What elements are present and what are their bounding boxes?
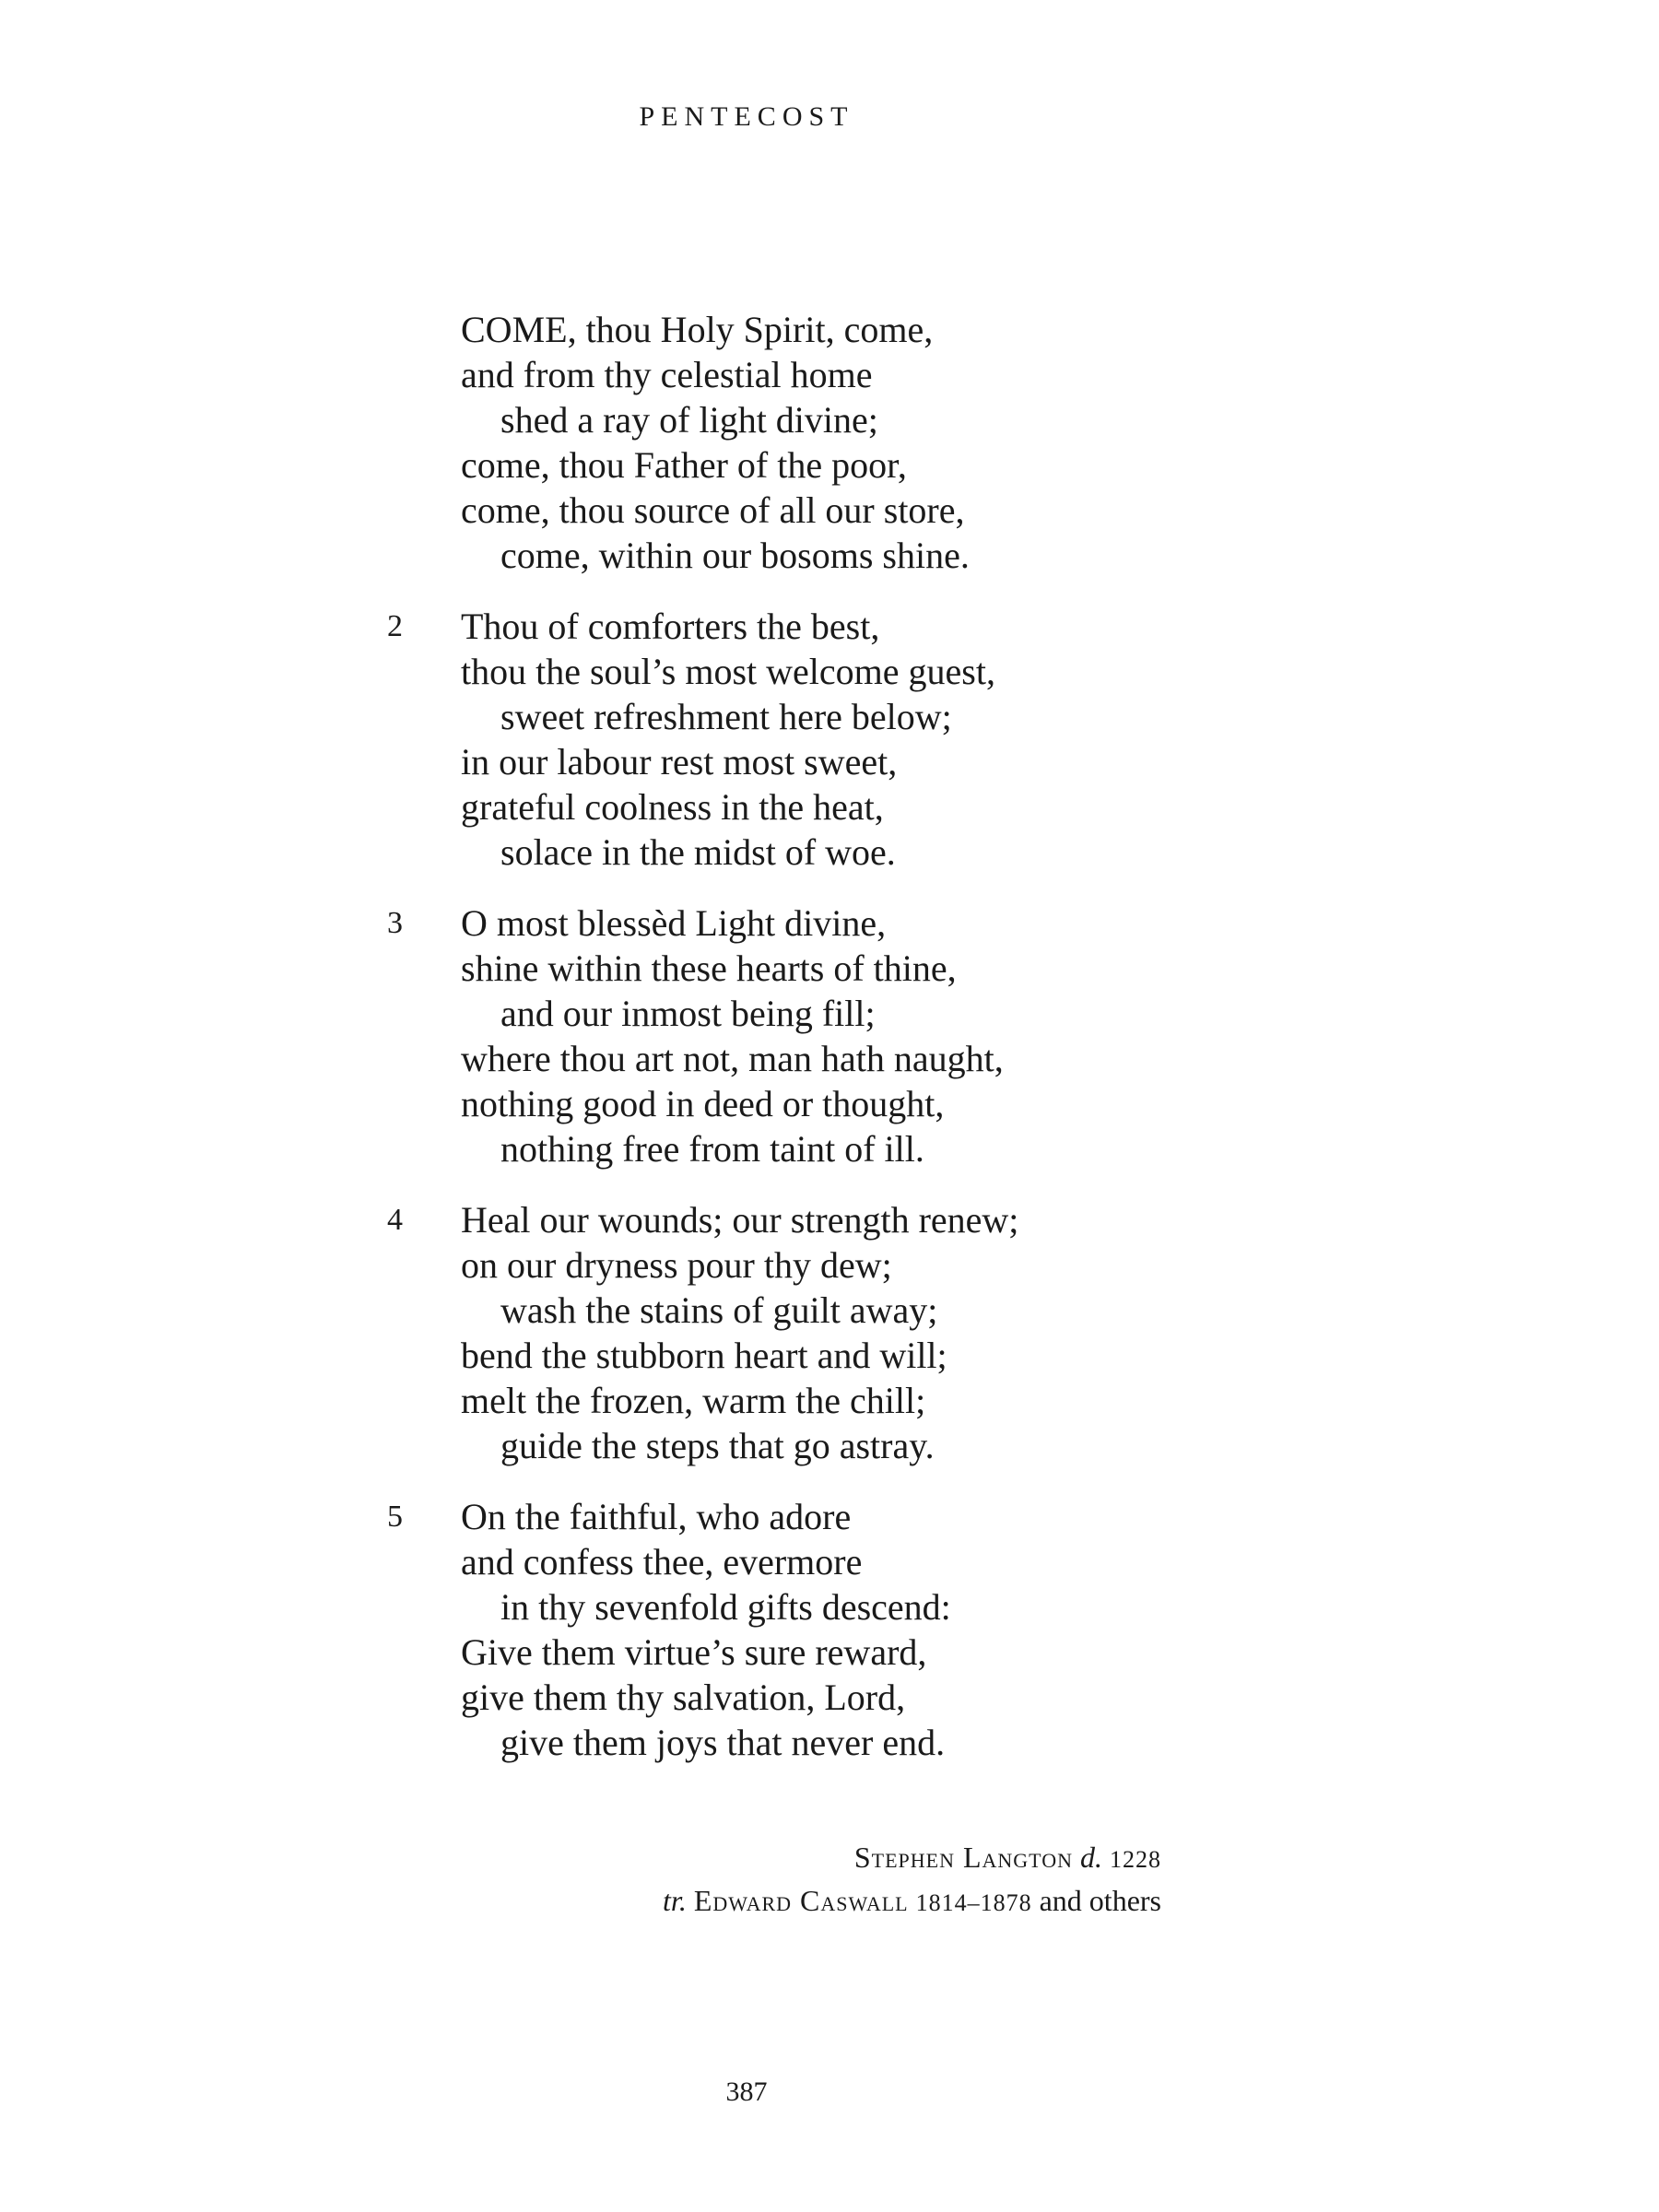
author-name: Stephen Langton (853, 1841, 1073, 1874)
verse-line: COME, thou Holy Spirit, come, (461, 309, 934, 350)
translator-credit (461, 1880, 1161, 1924)
verse-line: give them joys that never end. (500, 1722, 946, 1763)
verse-line: where thou art not, man hath naught, (461, 1038, 1004, 1079)
translator-years: 1814–1878 (915, 1889, 1032, 1916)
stanza-4 (387, 1197, 1309, 1468)
author-credit (461, 1837, 1161, 1880)
verse-line: give them thy salvation, Lord, (461, 1677, 906, 1718)
verse-line: sweet refreshment here below; (500, 696, 952, 737)
verse-line: shine within these hearts of thine, (461, 947, 957, 989)
verse-line: O most blessèd Light divine, (461, 902, 887, 944)
verse-line: and from thy celestial home (461, 354, 873, 395)
stanza-1 (387, 307, 1309, 578)
verse-line: nothing free from taint of ill. (500, 1128, 924, 1170)
hymn-text (387, 307, 1309, 1791)
stanza-3 (387, 900, 1309, 1171)
author-year: 1228 (1110, 1846, 1161, 1873)
author-died-prefix: d. (1080, 1841, 1102, 1874)
verse-line: Thou of comforters the best, (461, 606, 880, 647)
verse-line: and confess thee, evermore (461, 1541, 863, 1583)
hymn-attribution (461, 1837, 1161, 1924)
stanza-number: 5 (387, 1500, 403, 1534)
translator-suffix: and others (1039, 1884, 1161, 1917)
verse-line: On the faithful, who adore (461, 1496, 852, 1537)
verse-line: melt the frozen, warm the chill; (461, 1380, 926, 1421)
verse-line: come, thou source of all our store, (461, 489, 965, 531)
verse-line: Heal our wounds; our strength renew; (461, 1199, 1019, 1241)
verse-line: on our dryness pour thy dew; (461, 1244, 892, 1286)
translator-name: Edward Caswall (693, 1884, 909, 1917)
verse-line: in thy sevenfold gifts descend: (500, 1586, 951, 1628)
verse-line: grateful coolness in the heat, (461, 786, 884, 828)
stanza-number: 4 (387, 1203, 403, 1237)
verse-line: guide the steps that go astray. (500, 1425, 935, 1466)
verse-line: come, thou Father of the poor, (461, 444, 907, 486)
stanza-number: 3 (387, 906, 403, 940)
stanza-number: 2 (387, 609, 403, 643)
translator-prefix: tr. (663, 1884, 687, 1917)
stanza-2 (387, 604, 1309, 875)
verse-line: thou the soul’s most welcome guest, (461, 651, 995, 692)
verse-line: in our labour rest most sweet, (461, 741, 898, 782)
verse-line: solace in the midst of woe. (500, 831, 896, 873)
stanza-5 (387, 1494, 1309, 1765)
running-head: PENTECOST (639, 101, 854, 132)
verse-line: nothing good in deed or thought, (461, 1083, 945, 1124)
verse-line: wash the stains of guilt away; (500, 1289, 938, 1331)
verse-line: shed a ray of light divine; (500, 399, 878, 441)
verse-line: come, within our bosoms shine. (500, 535, 970, 576)
verse-line: Give them virtue’s sure reward, (461, 1631, 927, 1673)
verse-line: and our inmost being fill; (500, 993, 876, 1034)
verse-line: bend the stubborn heart and will; (461, 1335, 947, 1376)
page-number: 387 (725, 2077, 768, 2107)
